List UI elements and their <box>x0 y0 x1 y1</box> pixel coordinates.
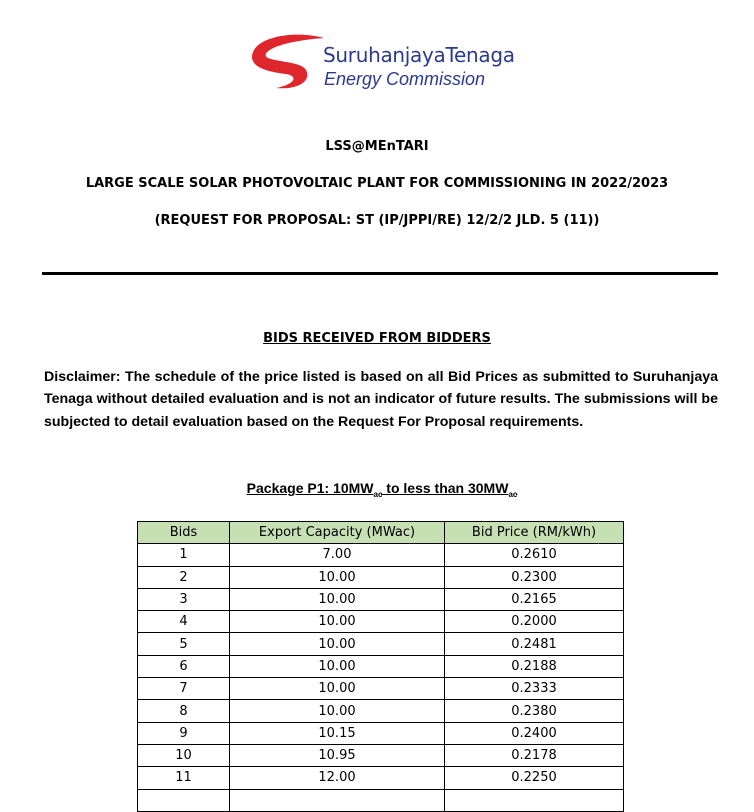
bid-number: 9 <box>138 722 230 744</box>
header-divider <box>42 272 718 275</box>
bids-table <box>137 521 624 812</box>
package-sub1: ac <box>373 489 383 499</box>
bid-price: 0.2481 <box>445 633 624 655</box>
table-header-row <box>138 522 624 544</box>
table-row <box>138 700 624 722</box>
table-row <box>138 588 624 610</box>
bid-price: 0.2380 <box>445 700 624 722</box>
swoosh-logo-icon <box>246 32 326 94</box>
export-capacity: 10.00 <box>230 678 445 700</box>
export-capacity: 10.15 <box>230 722 445 744</box>
bid-number: 5 <box>138 633 230 655</box>
energy-commission-logo <box>246 28 536 98</box>
bid-number: 11 <box>138 767 230 789</box>
export-capacity: 7.00 <box>230 544 445 566</box>
document-title: LARGE SCALE SOLAR PHOTOVOLTAIC PLANT FOR COMMISSIONING IN 2022/2023 <box>85 176 669 191</box>
disclaimer-text: Disclaimer: The schedule of the price listed is based on all Bid Prices as submitted to Suruhanjaya Tenaga without detailed evaluation and is not an indicator of future results. The submissions will be subjected to detail evaluation based on the Request For Proposal requirements. <box>44 369 718 430</box>
package-prefix: Package P1: 10MW <box>246 480 374 496</box>
bid-number: 7 <box>138 678 230 700</box>
table-row <box>138 611 624 633</box>
export-capacity: 12.00 <box>230 767 445 789</box>
bid-number: 8 <box>138 700 230 722</box>
bid-number: 3 <box>138 588 230 610</box>
export-capacity: 10.00 <box>230 566 445 588</box>
table-row <box>138 655 624 677</box>
export-capacity: 10.00 <box>230 633 445 655</box>
column-header-price: Bid Price (RM/kWh) <box>445 522 624 544</box>
table-row <box>138 678 624 700</box>
table-row <box>138 767 624 789</box>
export-capacity: 10.00 <box>230 588 445 610</box>
bid-number: 6 <box>138 655 230 677</box>
table-row <box>138 633 624 655</box>
export-capacity: 10.00 <box>230 700 445 722</box>
table-row <box>138 566 624 588</box>
table-row <box>138 744 624 766</box>
bid-price: 0.2400 <box>445 722 624 744</box>
table-row <box>138 722 624 744</box>
bid-number: 10 <box>138 744 230 766</box>
bid-price: 0.2300 <box>445 566 624 588</box>
export-capacity <box>230 789 445 811</box>
export-capacity: 10.00 <box>230 655 445 677</box>
logo-subtitle: Energy Commission <box>324 69 486 89</box>
table-row <box>138 789 624 811</box>
logo-name: SuruhanjayaTenaga <box>323 43 515 67</box>
package-sub2: ac <box>508 489 518 499</box>
bid-price: 0.2000 <box>445 611 624 633</box>
bid-price: 0.2188 <box>445 655 624 677</box>
bid-number: 4 <box>138 611 230 633</box>
bid-number <box>138 789 230 811</box>
bid-price: 0.2165 <box>445 588 624 610</box>
bid-price: 0.2610 <box>445 544 624 566</box>
column-header-capacity: Export Capacity (MWac) <box>230 522 445 544</box>
rfp-reference: (REQUEST FOR PROPOSAL: ST (IP/JPPI/RE) 12/2/2 JLD. 5 (11)) <box>154 213 600 228</box>
table-row <box>138 544 624 566</box>
bid-number: 1 <box>138 544 230 566</box>
bid-price: 0.2333 <box>445 678 624 700</box>
package-heading <box>0 480 754 499</box>
bid-price <box>445 789 624 811</box>
column-header-bids: Bids <box>138 522 230 544</box>
bid-price: 0.2178 <box>445 744 624 766</box>
section-heading: BIDS RECEIVED FROM BIDDERS <box>263 331 491 346</box>
export-capacity: 10.00 <box>230 611 445 633</box>
bid-price: 0.2250 <box>445 767 624 789</box>
export-capacity: 10.95 <box>230 744 445 766</box>
package-middle: to less than 30MW <box>382 480 509 496</box>
bid-number: 2 <box>138 566 230 588</box>
program-name: LSS@MEnTARI <box>325 139 429 154</box>
